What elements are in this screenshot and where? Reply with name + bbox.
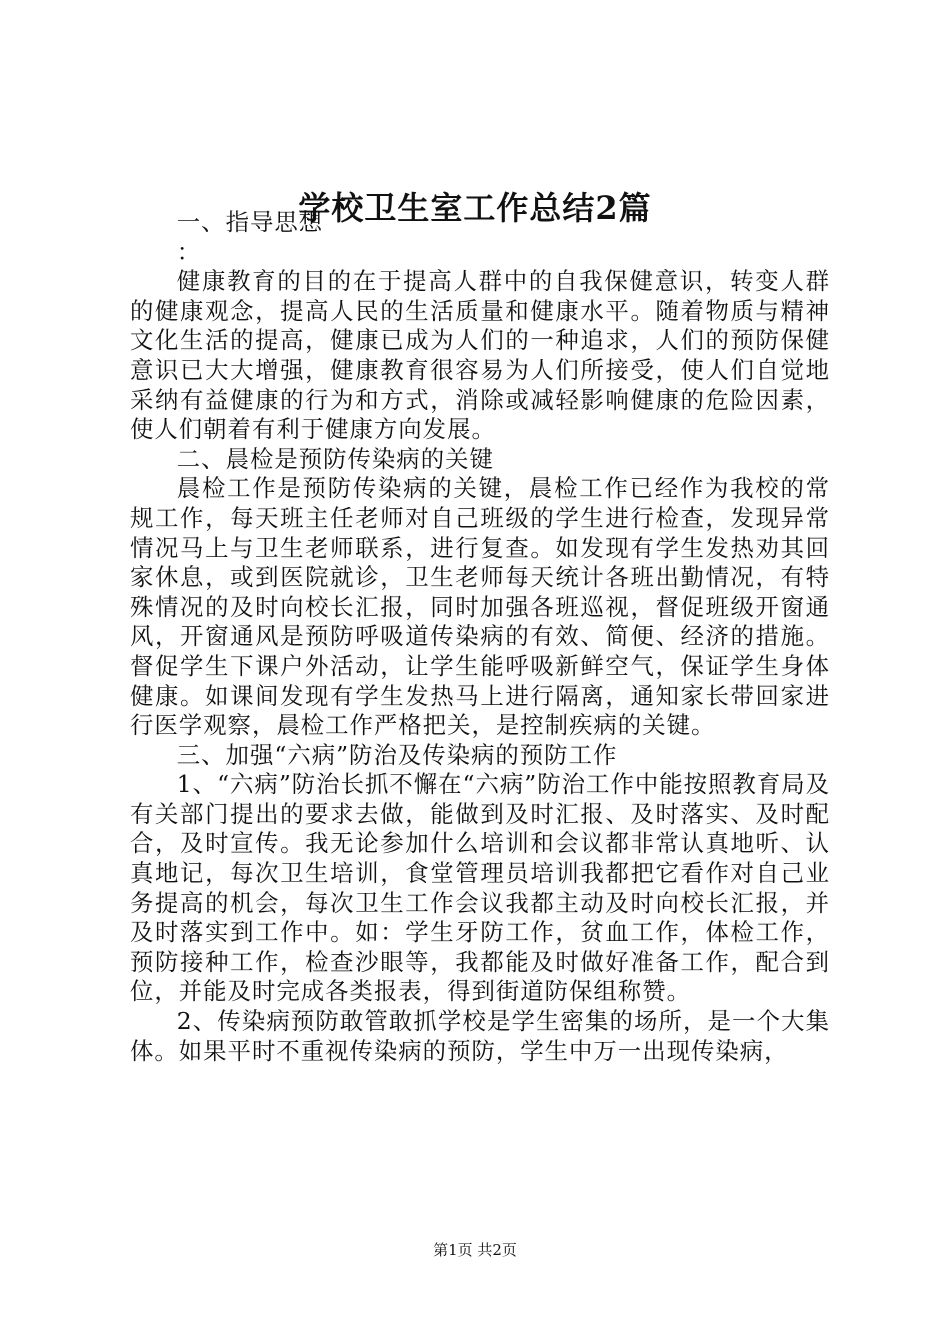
page-footer: 第1页 共2页 — [433, 1241, 517, 1259]
paragraph-morning-check: 晨检工作是预防传染病的关键，晨检工作已经作为我校的常规工作，每天班主任老师对自己班级的学生进行检查，发现异常情况马上与卫生老师联系，进行复查。如发现有学生发热劝其回家休息，或到医院就诊，卫生老师每天统计各班出勤情况，有特殊情况的及时向校长汇报，同时加强各班巡视，督促班级开窗通风，开窗通风是预防呼吸道传染病的有效、简便、经济的措施。督促学生下课户外活动，让学生能呼吸新鲜空气，保证学生身体健康。如课间发现有学生发热马上进行隔离，通知家长带回家进行医学观察，晨检工作严格把关，是控制疾病的关键。 — [130, 474, 830, 740]
stray-colon: ： — [176, 237, 202, 266]
document-title: 学校卫生室工作总结2篇 — [298, 189, 652, 227]
section-heading-2: 二、晨检是预防传染病的关键 — [176, 444, 494, 473]
paragraph-infectious-disease: 2、传染病预防敢管敢抓学校是学生密集的场所，是一个大集体。如果平时不重视传染病的预防，学生中万一出现传染病， — [130, 1007, 830, 1065]
paragraph-six-diseases: 1、“六病”防治长抓不懈在“六病”防治工作中能按照教育局及有关部门提出的要求去做，能做到及时汇报、及时落实、及时配合，及时宣传。我无论参加什么培训和会议都非常认真地听、认真地记，每次卫生培训，食堂管理员培训我都把它看作对自己业务提高的机会，每次卫生工作会议我都主动及时向校长汇报，并及时落实到工作中。如：学生牙防工作，贫血工作，体检工作，预防接种工作，检查沙眼等，我都能及时做好准备工作，配合到位，并能及时完成各类报表，得到街道防保组称赞。 — [130, 770, 830, 1006]
paragraph-health-education: 健康教育的目的在于提高人群中的自我保健意识，转变人群的健康观念，提高人民的生活质量和健康水平。随着物质与精神文化生活的提高，健康已成为人们的一种追求，人们的预防保健意识已大大增强，健康教育很容易为人们所接受，使人们自觉地采纳有益健康的行为和方式，消除或减轻影响健康的危险因素，使人们朝着有利于健康方向发展。 — [130, 267, 830, 444]
document-body — [130, 208, 830, 1066]
section-heading-3: 三、加强“六病”防治及传染病的预防工作 — [176, 740, 618, 769]
section-heading-1: 一、指导思想 — [176, 208, 324, 236]
